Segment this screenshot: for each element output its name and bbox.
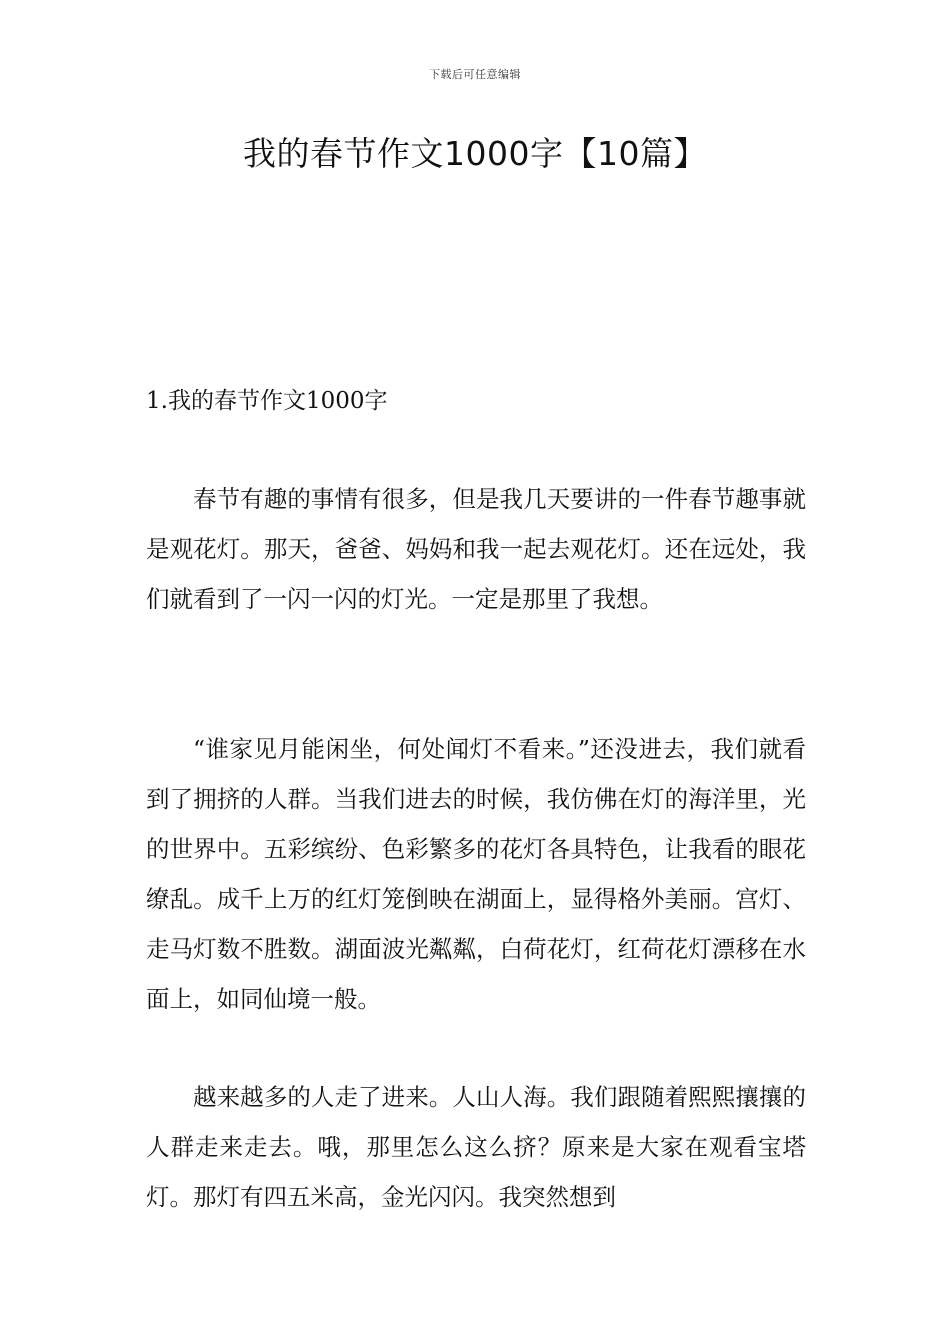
document-title: 我的春节作文1000字【10篇】 — [243, 134, 707, 173]
section-heading: 1.我的春节作文1000字 — [146, 388, 388, 414]
paragraph-2: “谁家见月能闲坐，何处闻灯不看来。”还没进去，我们就看到了拥挤的人群。当我们进去的时候，我仿佛在灯的海洋里，光的世界中。五彩缤纷、色彩繁多的花灯各具特色，让我看的眼花缭乱。成千上万的红灯笼倒映在湖面上，显得格外美丽。宫灯、走马灯数不胜数。湖面波光粼粼，白荷花灯，红荷花灯漂移在水面上，如同仙境一般。 — [146, 735, 806, 1013]
header-note: 下载后可任意编辑 — [429, 68, 521, 81]
paragraph-3: 越来越多的人走了进来。人山人海。我们跟随着熙熙攘攘的人群走来走去。哦，那里怎么这么挤？原来是大家在观看宝塔灯。那灯有四五米高，金光闪闪。我突然想到 — [146, 1083, 806, 1211]
paragraph-1: 春节有趣的事情有很多，但是我几天要讲的一件春节趣事就是观花灯。那天，爸爸、妈妈和我一起去观花灯。还在远处，我们就看到了一闪一闪的灯光。一定是那里了我想。 — [146, 485, 806, 613]
